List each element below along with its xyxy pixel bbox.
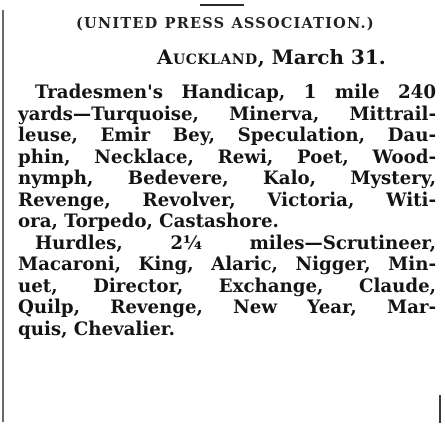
text-line: Quilp, Revenge, New Year, Mar-	[18, 297, 436, 318]
article-body	[18, 82, 436, 340]
text-line: Tradesmen's Handicap, 1 mile 240	[35, 82, 436, 103]
text-line: ora, Torpedo, Castashore.	[18, 211, 279, 232]
text-line: Macaroni, King, Alaric, Nigger, Min-	[18, 254, 436, 275]
text-line: nymph, Bedevere, Kalo, Mystery,	[18, 168, 436, 189]
paragraph-tradesmens-handicap	[18, 82, 436, 233]
column-edge-rule	[2, 10, 4, 422]
top-divider-rule	[200, 4, 244, 6]
paragraph-hurdles	[18, 233, 436, 341]
text-line: leuse, Emir Bey, Speculation, Dau-	[18, 125, 436, 146]
text-line: Hurdles, 2¼ miles—Scrutineer,	[35, 232, 436, 254]
text-line: phin, Necklace, Rewi, Poet, Wood-	[18, 146, 436, 168]
dateline-place: Auckland	[157, 45, 258, 69]
dateline	[157, 45, 386, 69]
dateline-date: , March 31.	[257, 45, 386, 69]
agency-byline: (UNITED PRESS ASSOCIATION.)	[76, 15, 375, 32]
text-line: uet, Director, Exchange, Claude,	[18, 275, 436, 297]
text-line: Revenge, Revolver, Victoria, Witi-	[18, 189, 436, 211]
text-line: quis, Chevalier.	[18, 318, 176, 340]
text-line: yards—Turquoise, Minerva, Mittrail-	[18, 103, 436, 125]
column-edge-rule-right	[439, 395, 441, 423]
